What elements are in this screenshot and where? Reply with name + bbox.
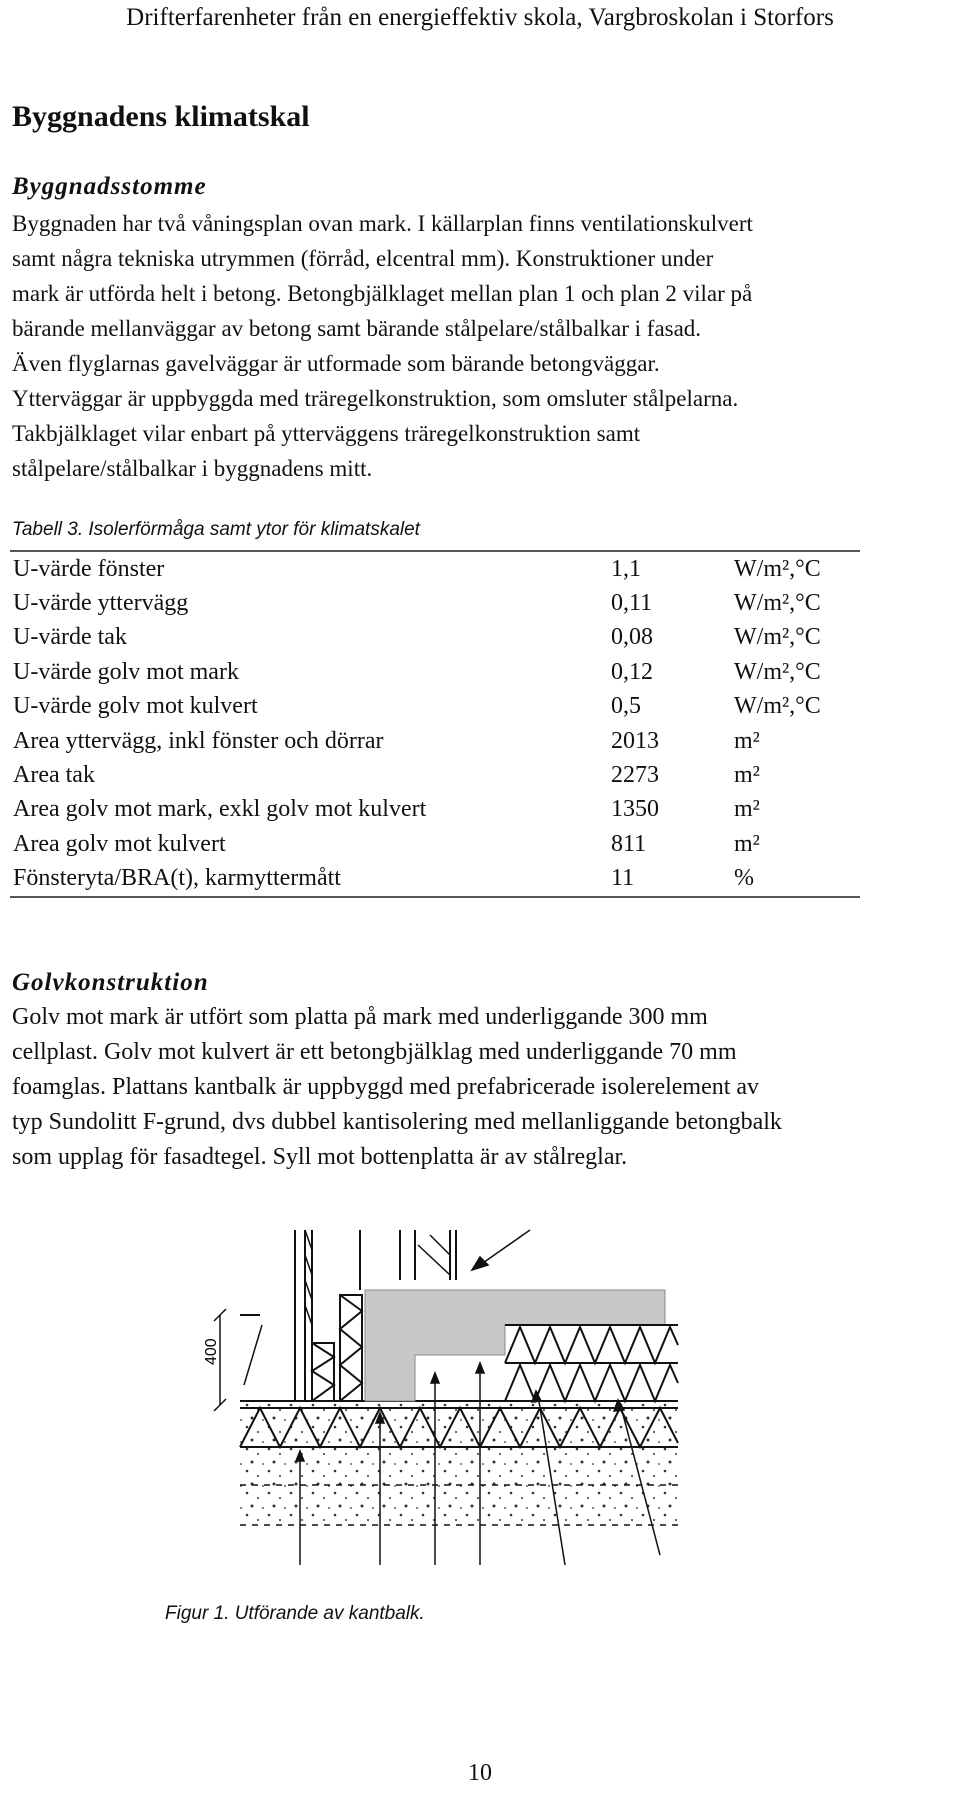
page-header: Drifterfarenheter från en energieffektiv skola, Vargbroskolan i Storfors [126, 4, 834, 31]
row-value: 0,08 [611, 624, 653, 651]
row-label: U-värde fönster [10, 551, 608, 586]
text-line: som upplag för fasadtegel. Syll mot bottenplatta är av stålreglar. [12, 1144, 628, 1170]
figure-caption: Figur 1. Utförande av kantbalk. [165, 1603, 425, 1624]
table-row [10, 551, 860, 586]
row-unit: % [731, 862, 860, 897]
row-label: U-värde golv mot mark [13, 658, 239, 685]
row-value: 11 [608, 862, 731, 897]
paragraph-golvkonstruktion [12, 1000, 957, 1175]
text-line: foamglas. Plattans kantbalk är uppbyggd med prefabricerade isolerelement av [12, 1074, 760, 1100]
text-line: samt några tekniska utrymmen (förråd, elcentral mm). Konstruktioner under [12, 246, 714, 271]
table-row [10, 690, 860, 724]
row-unit: W/m²,°C [734, 658, 821, 685]
row-value: 1350 [611, 796, 659, 823]
text-line: Byggnaden har två våningsplan ovan mark. I källarplan finns ventilationskulvert [12, 211, 753, 236]
edge-insulation [312, 1295, 362, 1401]
row-label: Area golv mot mark, exkl golv mot kulvert [13, 796, 427, 823]
row-value: 1,1 [608, 551, 731, 586]
concrete-edge-beam [365, 1290, 665, 1401]
row-unit: m² [734, 830, 760, 857]
row-unit: W/m²,°C [734, 624, 821, 651]
subsection-title-golvkonstruktion: Golvkonstruktion [12, 969, 209, 996]
row-value: 0,5 [611, 693, 641, 720]
row-value: 2273 [611, 762, 659, 789]
row-label: Fönsteryta/BRA(t), karmyttermått [10, 862, 608, 897]
page-number: 10 [468, 1760, 492, 1786]
row-value: 0,11 [611, 590, 653, 617]
table-row [10, 621, 860, 655]
text-line: Golv mot mark är utfört som platta på mark med underliggande 300 mm [12, 1004, 708, 1030]
paragraph-byggnadsstomme [12, 206, 957, 486]
row-value: 0,12 [611, 658, 653, 685]
row-label: U-värde tak [13, 624, 127, 651]
text-line: bärande mellanväggar av betong samt bärande stålpelare/stålbalkar i fasad. [12, 316, 702, 341]
text-line: typ Sundolitt F-grund, dvs dubbel kantisolering med mellanliggande betongbalk [12, 1109, 782, 1135]
row-unit: m² [734, 762, 760, 789]
table-row [10, 793, 860, 827]
table-row [10, 655, 860, 689]
kantbalk-drawing [200, 1225, 680, 1570]
row-label: Area golv mot kulvert [13, 830, 226, 857]
row-value: 811 [611, 830, 647, 857]
row-unit: W/m²,°C [734, 693, 821, 720]
row-label: U-värde golv mot kulvert [13, 693, 258, 720]
row-unit: m² [734, 796, 760, 823]
text-line: Även flyglarnas gavelväggar är utformade som bärande betongväggar. [12, 351, 660, 376]
row-label: Area tak [13, 762, 95, 789]
row-label: U-värde yttervägg [13, 590, 189, 617]
table-row [10, 862, 860, 897]
dimension-label: 400 [203, 1338, 220, 1365]
row-unit: m² [734, 727, 760, 754]
row-value: 2013 [611, 727, 659, 754]
insulation-table [10, 550, 860, 898]
text-line: cellplast. Golv mot kulvert är ett betongbjälklag med underliggande 70 mm [12, 1039, 737, 1065]
row-label: Area yttervägg, inkl fönster och dörrar [13, 727, 384, 754]
row-unit: W/m²,°C [731, 551, 860, 586]
table-row [10, 827, 860, 861]
insulation-zigzag-right [505, 1325, 678, 1401]
subsection-title-byggnadsstomme: Byggnadsstomme [12, 173, 207, 200]
table-row [10, 758, 860, 792]
text-line: Ytterväggar är uppbyggda med träregelkonstruktion, som omsluter stålpelarna. [12, 386, 739, 411]
text-line: stålpelare/stålbalkar i byggnadens mitt. [12, 456, 373, 481]
table-caption: Tabell 3. Isolerförmåga samt ytor för klimatskalet [12, 519, 420, 540]
table-row [10, 724, 860, 758]
text-line: Takbjälklaget vilar enbart på ytterväggens träregelkonstruktion samt [12, 421, 641, 446]
section-title: Byggnadens klimatskal [12, 100, 310, 133]
table-row [10, 586, 860, 620]
text-line: mark är utförda helt i betong. Betongbjälklaget mellan plan 1 och plan 2 vilar på [12, 281, 753, 306]
row-unit: W/m²,°C [734, 590, 821, 617]
